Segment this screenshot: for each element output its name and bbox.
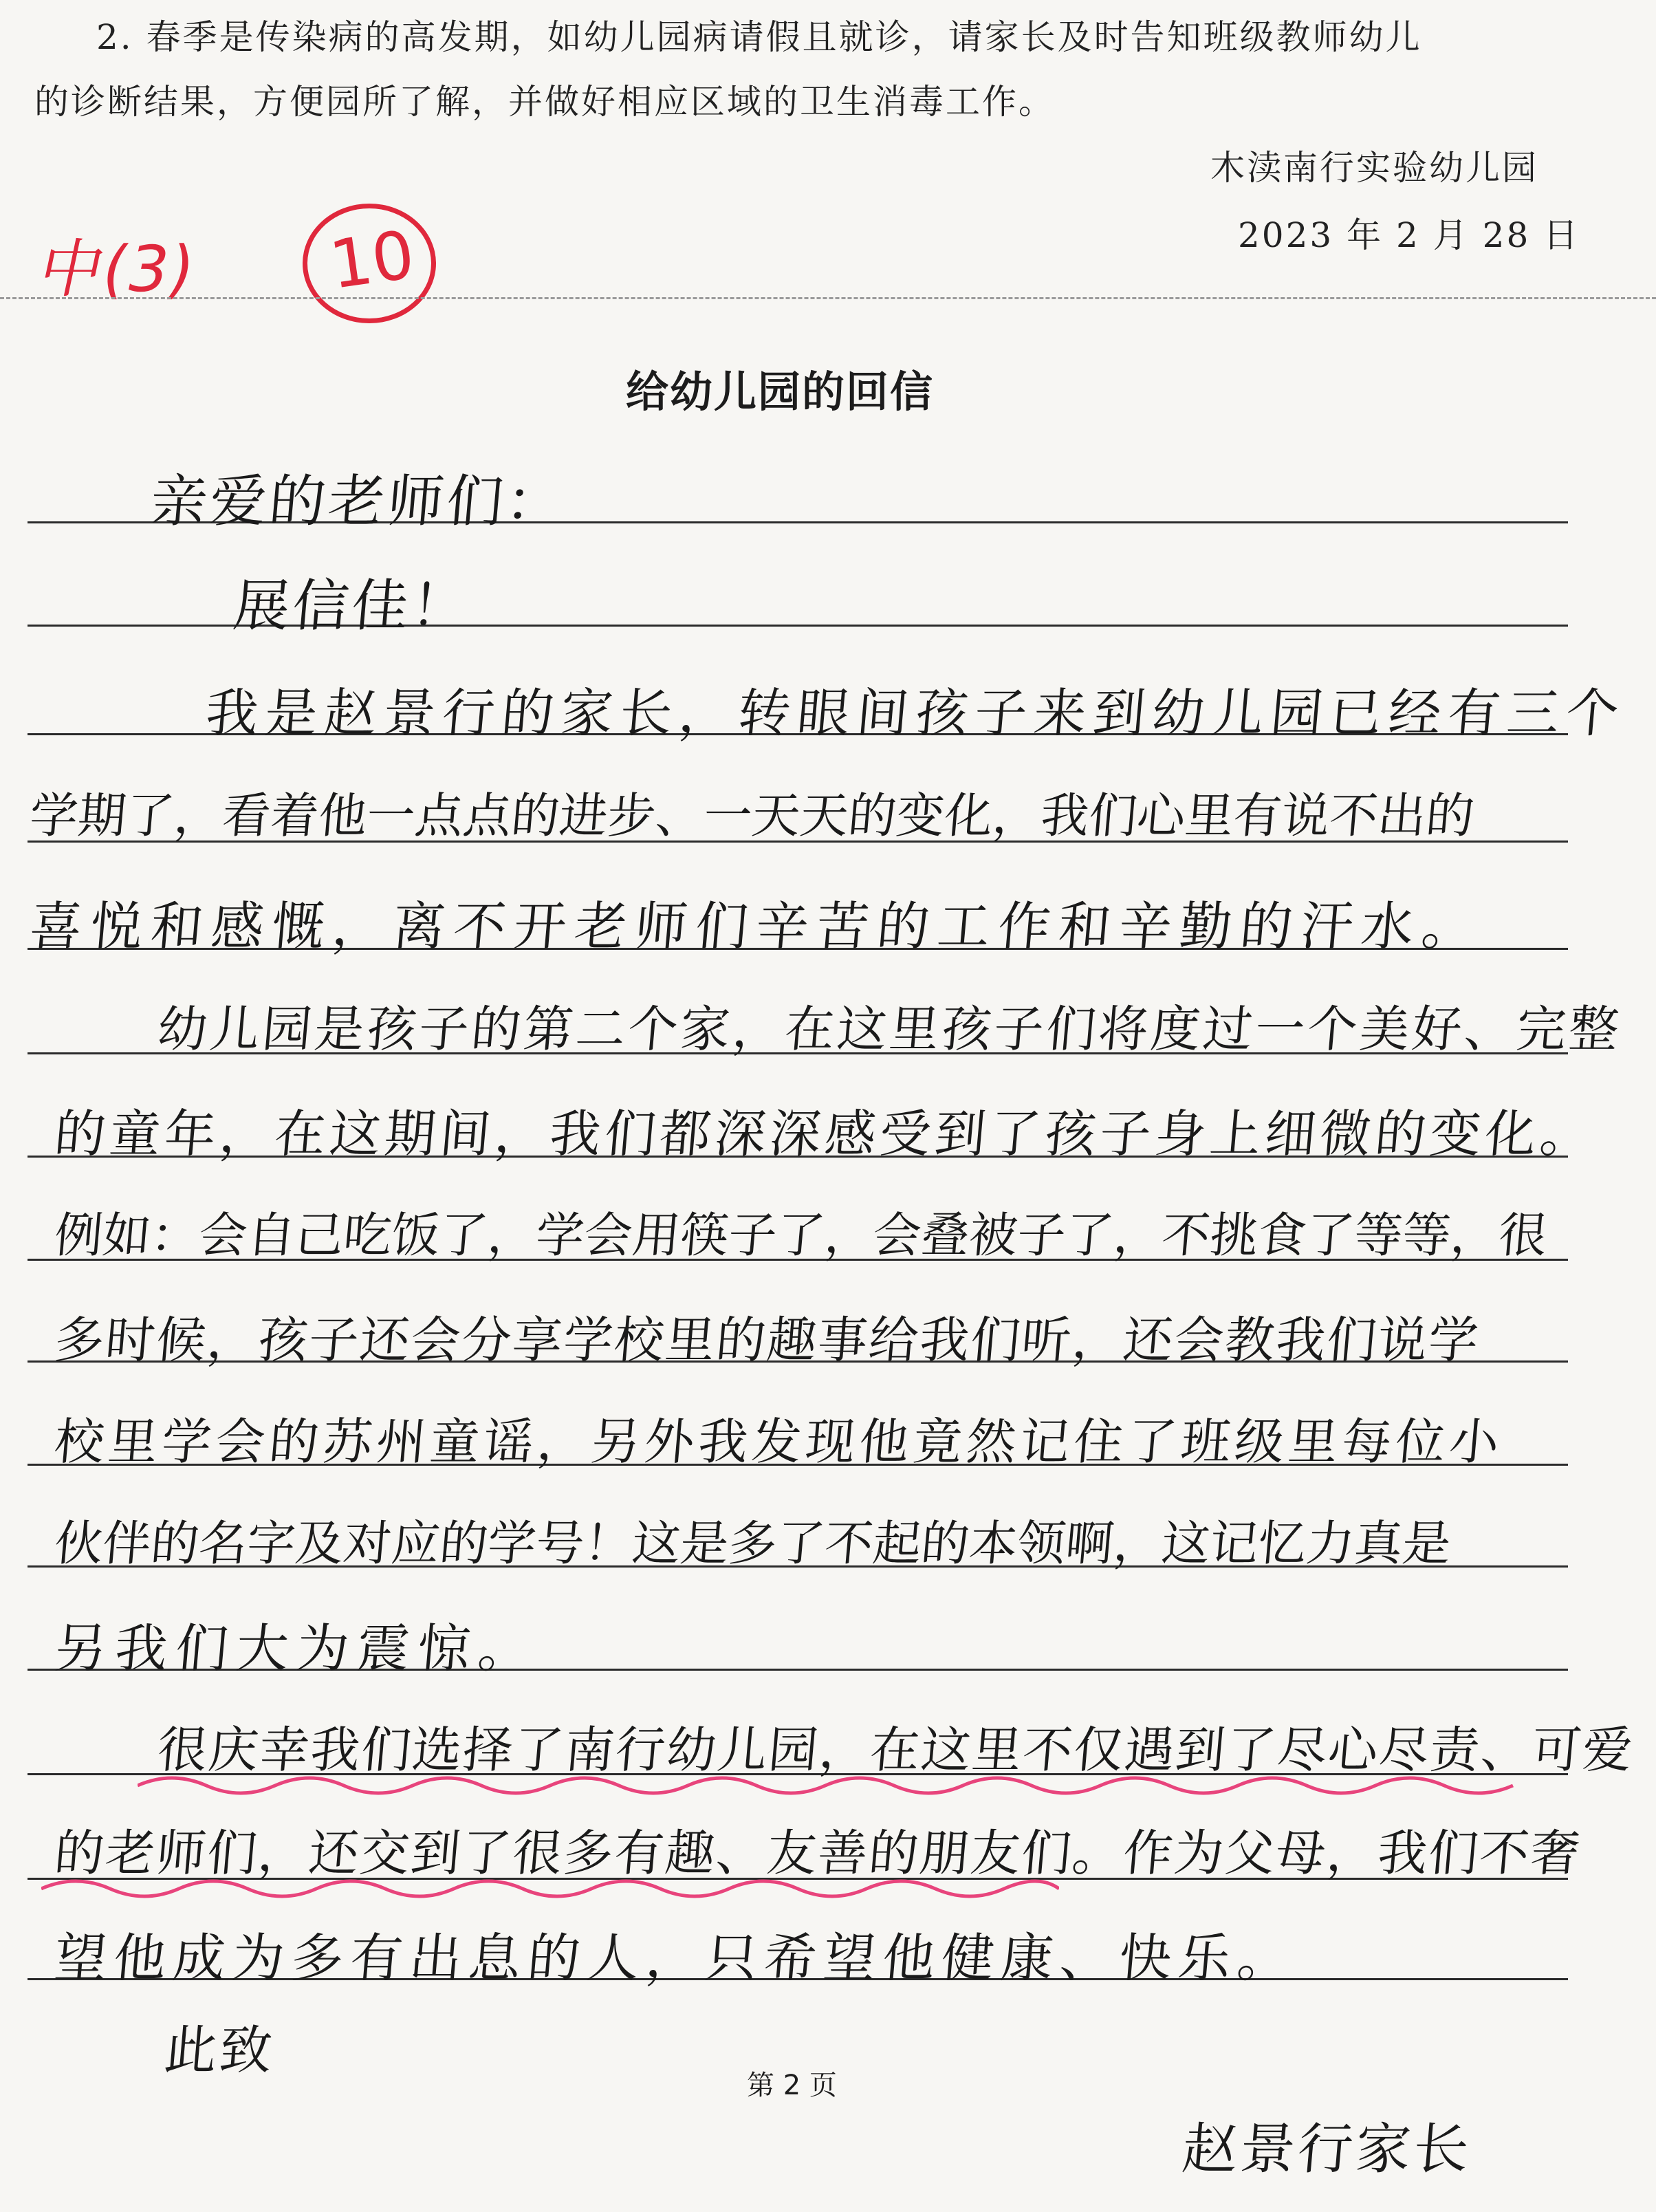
pink-wavy-underline bbox=[41, 1868, 1059, 1909]
letter-line-4: 幼儿园是孩子的第二个家，在这里孩子们将度过一个美好、完整 bbox=[155, 1000, 1624, 1058]
letter-line-2: 学期了，看着他一点点的进步、一天天的变化，我们心里有说不出的 bbox=[27, 788, 1477, 844]
letter-line-9: 伙伴的名字及对应的学号！这是多了不起的本领啊，这记忆力真是 bbox=[52, 1515, 1454, 1572]
separator-dashed-line bbox=[0, 297, 1656, 299]
notice-signature: 木渎南行实验幼儿园 bbox=[1210, 148, 1538, 188]
letter-line-3: 喜悦和感慨，离不开老师们辛苦的工作和辛勤的汗水。 bbox=[27, 896, 1485, 957]
closing: 此致 bbox=[162, 2019, 278, 2081]
signoff: 赵景行家长 bbox=[1179, 2117, 1474, 2181]
salutation: 亲爱的老师们： bbox=[148, 469, 568, 534]
letter-title: 给幼儿园的回信 bbox=[626, 367, 935, 417]
pink-wavy-underline bbox=[138, 1765, 1527, 1806]
score-mark: 10 bbox=[325, 216, 420, 304]
letter-line-10: 另我们大为震惊。 bbox=[52, 1618, 542, 1679]
letter-line-7: 多时候，孩子还会分享学校里的趣事给我们听，还会教我们说学 bbox=[52, 1311, 1483, 1369]
greeting: 展信佳！ bbox=[230, 574, 473, 639]
class-label-mark: 中(3) bbox=[32, 232, 201, 306]
letter-line-5: 的童年，在这期间，我们都深深感受到了孩子身上细微的变化。 bbox=[52, 1105, 1598, 1164]
notice-date: 2023 年 2 月 28 日 bbox=[1238, 215, 1580, 255]
letter-line-12: 的老师们，还交到了很多有趣、友善的朋友们。作为父母，我们不奢 bbox=[52, 1824, 1584, 1882]
letter-line-11: 很庆幸我们选择了南行幼儿园，在这里不仅遇到了尽心尽责、可爱 bbox=[155, 1721, 1637, 1779]
letter-line-13: 望他成为多有出息的人，只希望他健康、快乐。 bbox=[52, 1927, 1300, 1988]
notice-line-1: 2. 春季是传染病的高发期，如幼儿园病请假且就诊，请家长及时告知班级教师幼儿 bbox=[96, 17, 1422, 57]
page-number: 第 2 页 bbox=[747, 2070, 837, 2101]
notice-line-2: 的诊断结果，方便园所了解，并做好相应区域的卫生消毒工作。 bbox=[34, 82, 1055, 122]
letter-line-1: 我是赵景行的家长，转眼间孩子来到幼儿园已经有三个 bbox=[203, 682, 1628, 744]
letter-line-8: 校里学会的苏州童谣，另外我发现他竟然记住了班级里每位小 bbox=[52, 1413, 1506, 1471]
letter-line-6: 例如：会自己吃饭了，学会用筷子了，会叠被子了，不挑食了等等，很 bbox=[52, 1207, 1550, 1264]
